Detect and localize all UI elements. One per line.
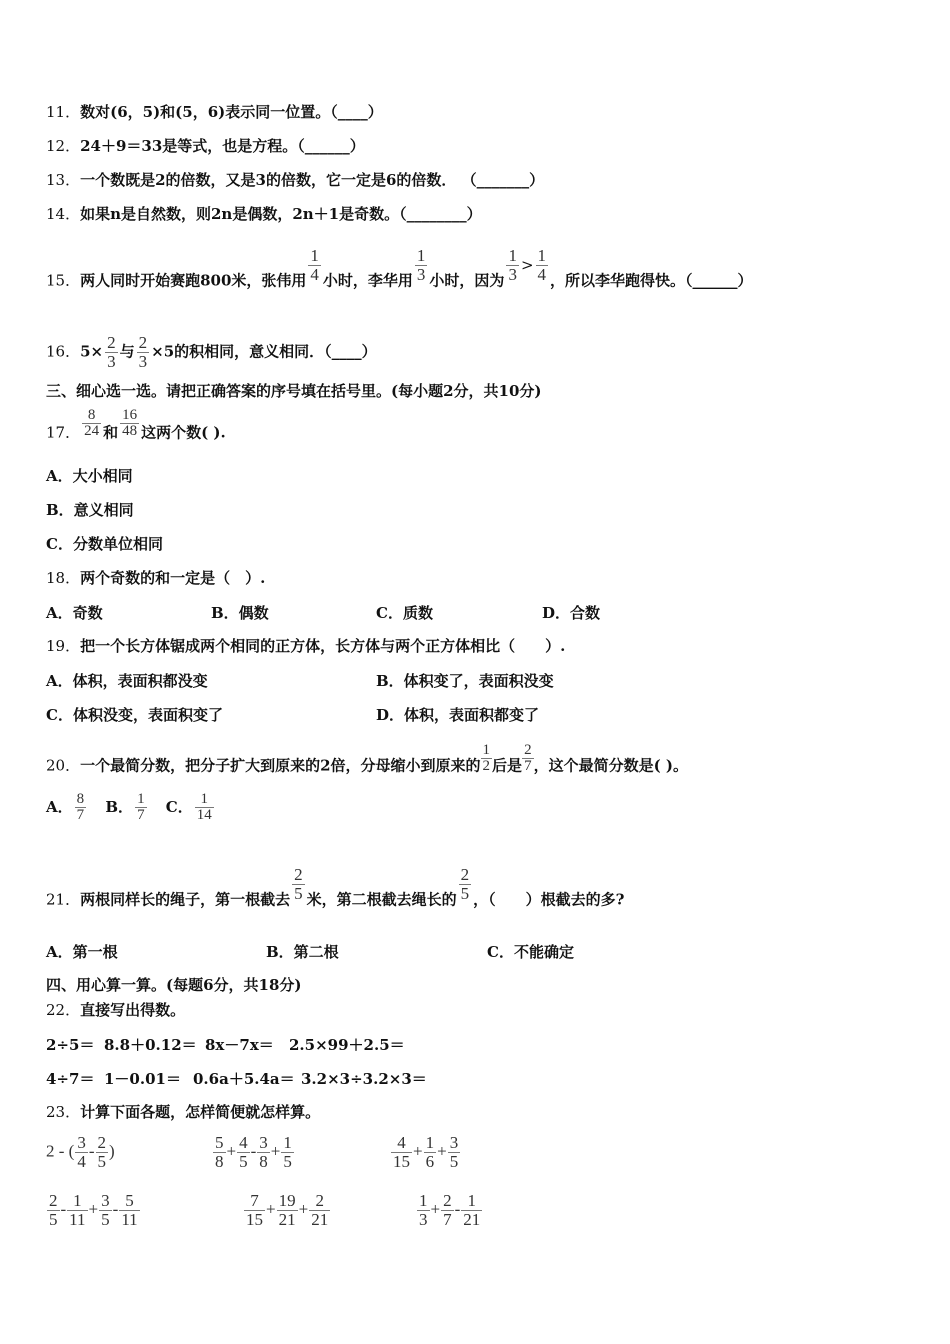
- numerator: 3: [449, 1133, 459, 1152]
- section-title: 三、细心选一选。请把正确答案的序号填在括号里。(每小题2分，共10分): [46, 382, 542, 400]
- q21-option-c[interactable]: C．不能确定: [487, 943, 574, 961]
- mental-math-item: 0.6a＋5.4a＝: [193, 1070, 295, 1088]
- fraction: [120, 408, 139, 439]
- question-17: [46, 407, 226, 449]
- fraction: [195, 792, 214, 823]
- numerator: 2: [443, 1191, 452, 1210]
- denominator: 21: [311, 1210, 329, 1229]
- fraction: [415, 247, 428, 284]
- numerator: 2: [138, 333, 148, 352]
- mental-math-item: 2÷5＝: [46, 1036, 95, 1054]
- expression-3: [390, 1134, 461, 1171]
- expression-text: ): [109, 1141, 115, 1161]
- denominator: 8: [215, 1152, 224, 1171]
- operator: -: [60, 1199, 67, 1219]
- operator: -: [112, 1199, 119, 1219]
- denominator: 7: [137, 807, 145, 823]
- question-text: 24＋9＝33是等式，也是方程。（______）: [80, 137, 365, 155]
- question-number: 13．: [46, 171, 81, 189]
- denominator: 5: [239, 1152, 248, 1171]
- q19-option-a[interactable]: A．体积，表面积都没变: [46, 672, 208, 690]
- option-label: B．: [105, 797, 134, 816]
- denominator: 4: [537, 265, 547, 284]
- question-text: ，所以李华跑得快。（______）: [550, 271, 753, 290]
- fraction: [459, 866, 472, 903]
- section-3-heading: [46, 381, 542, 401]
- numerator: 4: [397, 1133, 406, 1152]
- denominator: 4: [310, 265, 319, 284]
- q20-option-b[interactable]: [105, 791, 148, 823]
- denominator: 5: [283, 1152, 292, 1171]
- numerator: 1: [416, 246, 426, 265]
- q21-option-b[interactable]: B．第二根: [266, 943, 339, 961]
- numerator: 5: [215, 1133, 224, 1152]
- denominator: 6: [425, 1152, 435, 1171]
- question-18: [46, 568, 265, 588]
- operator: +: [298, 1199, 309, 1219]
- numerator: 5: [125, 1191, 134, 1210]
- numerator: 3: [259, 1133, 268, 1152]
- denominator: 21: [463, 1210, 481, 1229]
- mental-math-item: 8x－7x＝: [205, 1036, 274, 1054]
- fraction: [244, 1192, 265, 1229]
- denominator: 5: [49, 1210, 58, 1229]
- operator: -: [88, 1141, 95, 1161]
- operator: +: [437, 1141, 447, 1161]
- question-text: ，这个最简分数是( )。: [533, 756, 688, 775]
- denominator: 5: [97, 1152, 106, 1171]
- fraction: [75, 1134, 88, 1171]
- fraction: [309, 1192, 330, 1229]
- numerator: 8: [76, 791, 85, 807]
- q19-option-d[interactable]: D．体积，表面积都变了: [376, 706, 540, 724]
- q21-option-a[interactable]: A．第一根: [46, 943, 118, 961]
- fraction: [506, 247, 519, 284]
- fraction: [448, 1134, 461, 1171]
- operator: +: [266, 1199, 276, 1219]
- fraction: [213, 1134, 226, 1171]
- denominator: 5: [294, 884, 303, 903]
- denominator: 7: [76, 807, 85, 823]
- question-23: [46, 1102, 320, 1122]
- denominator: 7: [524, 758, 532, 774]
- question-number: 16．: [46, 342, 81, 361]
- greater-than-sign: >: [520, 255, 534, 274]
- question-text: 5×: [80, 342, 104, 361]
- denominator: 3: [419, 1210, 428, 1229]
- operator: +: [88, 1199, 99, 1219]
- denominator: 3: [138, 352, 148, 371]
- fraction: [522, 743, 534, 774]
- numerator: 2: [524, 742, 532, 758]
- fraction: [292, 866, 305, 903]
- denominator: 2: [482, 758, 491, 774]
- fraction: [277, 1192, 298, 1229]
- fraction: [99, 1192, 112, 1229]
- question-16: [46, 334, 377, 371]
- question-15: [46, 246, 753, 300]
- fraction: [257, 1134, 270, 1171]
- numerator: 3: [77, 1133, 86, 1152]
- fraction: [308, 247, 321, 284]
- question-text: 小时，因为: [429, 271, 505, 290]
- mental-math-item: 2.5×99＋2.5＝: [289, 1036, 405, 1054]
- denominator: 11: [121, 1210, 138, 1229]
- fraction: [82, 408, 101, 439]
- denominator: 5: [460, 884, 470, 903]
- operator: -: [250, 1141, 257, 1161]
- expression-6: [416, 1192, 483, 1229]
- operator: +: [226, 1141, 237, 1161]
- option-label: C．: [165, 797, 193, 816]
- numerator: 1: [508, 246, 517, 265]
- fraction: [105, 334, 118, 371]
- numerator: 1: [425, 1133, 435, 1152]
- numerator: 2: [460, 865, 470, 884]
- question-number: 17．: [46, 423, 81, 442]
- question-number: 11．: [46, 103, 81, 121]
- q17-option-c[interactable]: [46, 534, 163, 554]
- numerator: 16: [122, 407, 138, 423]
- fraction: [536, 247, 549, 284]
- question-11: [46, 102, 383, 122]
- fraction: [119, 1192, 139, 1229]
- question-text: 两人同时开始赛跑800米，张伟用: [80, 271, 307, 290]
- question-text: 小时，李华用: [322, 271, 413, 290]
- mental-math-item: 3.2×3÷3.2×3＝: [301, 1070, 427, 1088]
- fraction: [424, 1134, 437, 1171]
- expression-2: [212, 1134, 295, 1171]
- fraction: [391, 1134, 412, 1171]
- question-20: [46, 742, 688, 782]
- denominator: 3: [416, 265, 426, 284]
- q19-option-c[interactable]: C．体积没变，表面积变了: [46, 706, 223, 724]
- numerator: 1: [482, 742, 491, 758]
- question-text: 数对(6，5)和(5，6)表示同一位置。（____）: [80, 103, 383, 121]
- question-19: [46, 636, 565, 656]
- operator: -: [454, 1199, 461, 1219]
- denominator: 3: [508, 265, 517, 284]
- question-number: 12．: [46, 137, 81, 155]
- question-text: 直接写出得数。: [80, 1001, 186, 1019]
- question-14: [46, 204, 482, 224]
- numerator: 1: [467, 1191, 477, 1210]
- numerator: 3: [101, 1191, 110, 1210]
- question-number: 14．: [46, 205, 81, 223]
- question-text: 和: [103, 423, 119, 442]
- question-text: 这两个数( ).: [141, 423, 226, 442]
- fraction: [67, 1192, 87, 1229]
- operator: +: [270, 1141, 281, 1161]
- fraction: [96, 1134, 109, 1171]
- numerator: 1: [537, 246, 547, 265]
- numerator: 1: [419, 1191, 428, 1210]
- numerator: 2: [107, 333, 116, 352]
- numerator: 7: [250, 1191, 259, 1210]
- option-label: C．分数单位相同: [46, 535, 163, 553]
- operator: +: [413, 1141, 423, 1161]
- expression-5: [243, 1192, 331, 1229]
- question-text: ×5的积相同，意义相同．（____）: [151, 342, 377, 361]
- question-13: [46, 170, 544, 190]
- question-text: 如果n是自然数，则2n是偶数，2n＋1是奇数。（________）: [80, 205, 482, 223]
- question-12: [46, 136, 365, 156]
- denominator: 5: [449, 1152, 459, 1171]
- option-label: B．意义相同: [46, 501, 134, 519]
- section-4-heading: [46, 975, 302, 995]
- fraction: [461, 1192, 482, 1229]
- q18-option-d[interactable]: D．合数: [542, 604, 601, 622]
- fraction: [441, 1192, 454, 1229]
- question-text: 与: [119, 342, 135, 361]
- question-text: 后是: [492, 756, 523, 775]
- q17-option-b[interactable]: [46, 500, 134, 520]
- numerator: 1: [200, 791, 208, 807]
- operator: +: [430, 1199, 441, 1219]
- denominator: 11: [69, 1210, 86, 1229]
- fraction: [281, 1134, 294, 1171]
- question-number: 19．: [46, 637, 81, 655]
- numerator: 1: [137, 791, 145, 807]
- fraction: [417, 1192, 430, 1229]
- denominator: 15: [393, 1152, 410, 1171]
- denominator: 4: [77, 1152, 86, 1171]
- denominator: 3: [107, 352, 116, 371]
- denominator: 5: [101, 1210, 110, 1229]
- expression-1: [46, 1134, 115, 1171]
- numerator: 2: [97, 1133, 106, 1152]
- mental-math-item: 8.8＋0.12＝: [104, 1036, 197, 1054]
- numerator: 1: [73, 1191, 82, 1210]
- numerator: 1: [283, 1133, 292, 1152]
- question-number: 15．: [46, 271, 81, 290]
- fraction: [75, 792, 87, 823]
- denominator: 24: [84, 423, 100, 439]
- numerator: 4: [239, 1133, 248, 1152]
- fraction: [47, 1192, 60, 1229]
- denominator: 14: [196, 807, 212, 823]
- denominator: 15: [246, 1210, 263, 1229]
- denominator: 48: [122, 423, 138, 439]
- expression-text: 2 - (: [46, 1141, 75, 1161]
- q18-option-c[interactable]: C．质数: [376, 604, 433, 622]
- question-text: 两个奇数的和一定是（ ）.: [80, 569, 266, 587]
- question-text: ，（ ）根截去的多?: [473, 890, 625, 909]
- question-number: 18．: [46, 569, 81, 587]
- q17-option-a[interactable]: [46, 466, 133, 486]
- section-title: 四、用心算一算。(每题6分，共18分): [46, 976, 302, 994]
- fraction: [135, 792, 147, 823]
- q20-option-c[interactable]: [165, 791, 216, 823]
- q19-option-b[interactable]: B．体积变了，表面积没变: [376, 672, 554, 690]
- question-number: 20．: [46, 756, 81, 775]
- numerator: 2: [315, 1191, 324, 1210]
- q20-option-a[interactable]: [46, 791, 88, 823]
- numerator: 19: [278, 1191, 296, 1210]
- mental-math-item: 1－0.01＝: [104, 1070, 181, 1088]
- fraction: [481, 743, 493, 774]
- question-22: [46, 1000, 185, 1020]
- q18-option-b[interactable]: B．偶数: [211, 604, 269, 622]
- fraction: [237, 1134, 250, 1171]
- question-text: 把一个长方体锯成两个相同的正方体，长方体与两个正方体相比（ ）.: [80, 637, 566, 655]
- question-text: 一个最简分数，把分子扩大到原来的2倍，分母缩小到原来的: [80, 756, 481, 775]
- fraction: [137, 334, 150, 371]
- numerator: 2: [294, 865, 303, 884]
- question-text: 一个数既是2的倍数，又是3的倍数，它一定是6的倍数． （_______）: [80, 171, 545, 189]
- question-number: 23．: [46, 1103, 81, 1121]
- denominator: 21: [278, 1210, 296, 1229]
- question-number: 22．: [46, 1001, 81, 1019]
- question-text: 两根同样长的绳子，第一根截去: [80, 890, 291, 909]
- option-label: A．: [46, 797, 73, 816]
- denominator: 7: [443, 1210, 452, 1229]
- numerator: 8: [87, 407, 96, 423]
- expression-4: [46, 1192, 141, 1229]
- question-text: 米，第二根截去绳长的: [306, 890, 457, 909]
- question-21: [46, 865, 625, 919]
- question-text: 计算下面各题，怎样简便就怎样算。: [80, 1103, 321, 1121]
- numerator: 1: [310, 246, 319, 265]
- denominator: 8: [259, 1152, 268, 1171]
- question-number: 21．: [46, 890, 81, 909]
- option-label: A．大小相同: [46, 467, 133, 485]
- mental-math-item: 4÷7＝: [46, 1070, 95, 1088]
- q20-options: [46, 792, 216, 823]
- numerator: 2: [49, 1191, 58, 1210]
- q18-option-a[interactable]: A．奇数: [46, 604, 103, 622]
